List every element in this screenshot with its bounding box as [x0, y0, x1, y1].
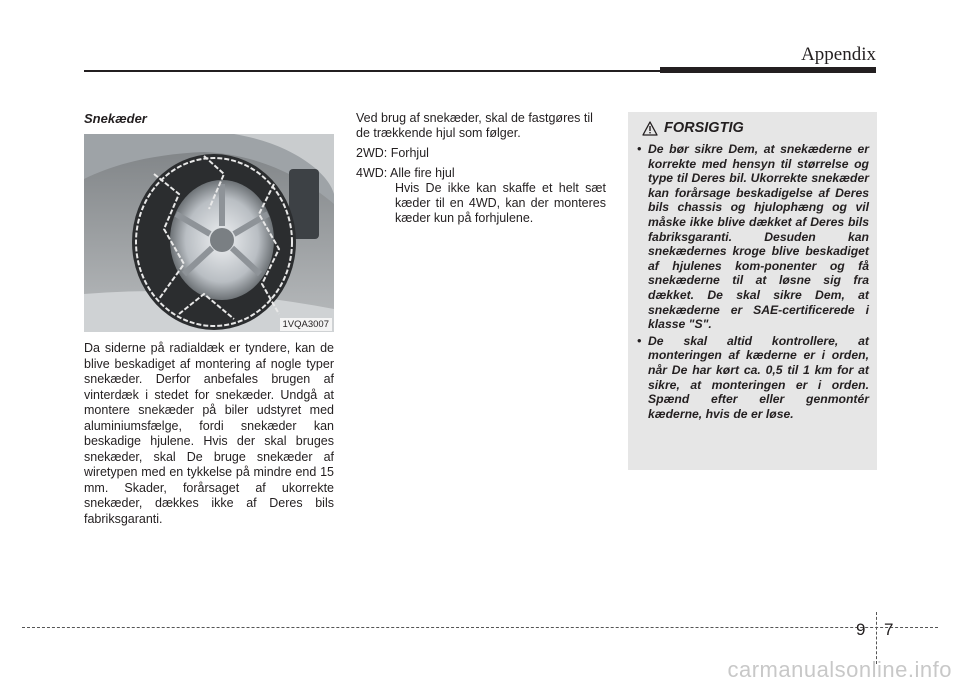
bullet: • — [637, 333, 642, 348]
caution-header — [642, 120, 744, 136]
middle-column — [356, 111, 606, 226]
chapter-number: 9 — [856, 620, 866, 639]
indent-text: Hvis De ikke kan skaffe et helt sæt kæder til en 4WD, kan der monteres kæder kun på forhjulene. — [395, 181, 606, 225]
warning-triangle-icon — [642, 121, 658, 136]
caution-item — [637, 334, 869, 422]
section-title: Snekæder — [84, 111, 147, 126]
footer-rule — [22, 627, 938, 628]
caution-list — [637, 142, 869, 423]
figure-id: 1VQA3007 — [280, 318, 332, 331]
caution-item-text: De bør sikre Dem, at snekæderne er korrekte med hensyn til størrelse og type til Deres bil. Ukorrekte snekæder kan forårsage beskadigelse af Deres bils chassis og hjulophæng og vil måske ikke blive dækket af Deres bils fabriksgaranti. Desuden kan snekædernes kroge blive beskadiget af hjulenes kom-ponenter og få snekæderne til at løsne sig fra dækket. De skal sikre Dem, at snekæderne er SAE-certificerede i klasse "S". — [648, 142, 869, 332]
watermark: carmanualsonline.info — [727, 657, 952, 682]
header-rule-accent — [660, 67, 876, 73]
tire-chain-photo — [84, 134, 334, 332]
body-paragraph: Da siderne på radialdæk er tyndere, kan de blive beskadiget af montering af nogle typer snekæder. Derfor anbefales brugen af vinterdæk i stedet for snekæder. Undgå at montere snekæder på biler udstyret med aluminiumsfælge, fordi snekæder kan beskadige hjulene. Hvis der skal bruges snekæder, skal De bruge snekæder af wiretypen med en tykkelse på mindre end 15 mm. Skader, forårsaget af ukorrekte snekæder, dækkes ikke af Deres bils fabriksgaranti. — [84, 341, 334, 526]
line-4wd: 4WD: Alle fire hjul — [356, 166, 455, 180]
line-2wd: 2WD: Forhjul — [356, 146, 429, 160]
tire-with-chain-illustration — [84, 134, 334, 332]
header-rule — [84, 70, 664, 72]
caution-title: FORSIGTIG — [664, 120, 744, 136]
bullet: • — [637, 142, 642, 156]
caution-item — [637, 142, 869, 332]
header-title: Appendix — [801, 44, 876, 65]
page-number: 7 — [884, 620, 894, 639]
caution-item-text: De skal altid kontrollere, at monteringen af kæderne er i orden, når De har kørt ca. 0,5 til 1 km for at sikre, at monteringen er i orden. Spænd efter eller genmontér kæderne, hvis de er løse. — [648, 333, 869, 421]
intro-text: Ved brug af snekæder, skal de fastgøres til de trækkende hjul som følger. — [356, 111, 593, 140]
caution-box — [628, 112, 877, 470]
